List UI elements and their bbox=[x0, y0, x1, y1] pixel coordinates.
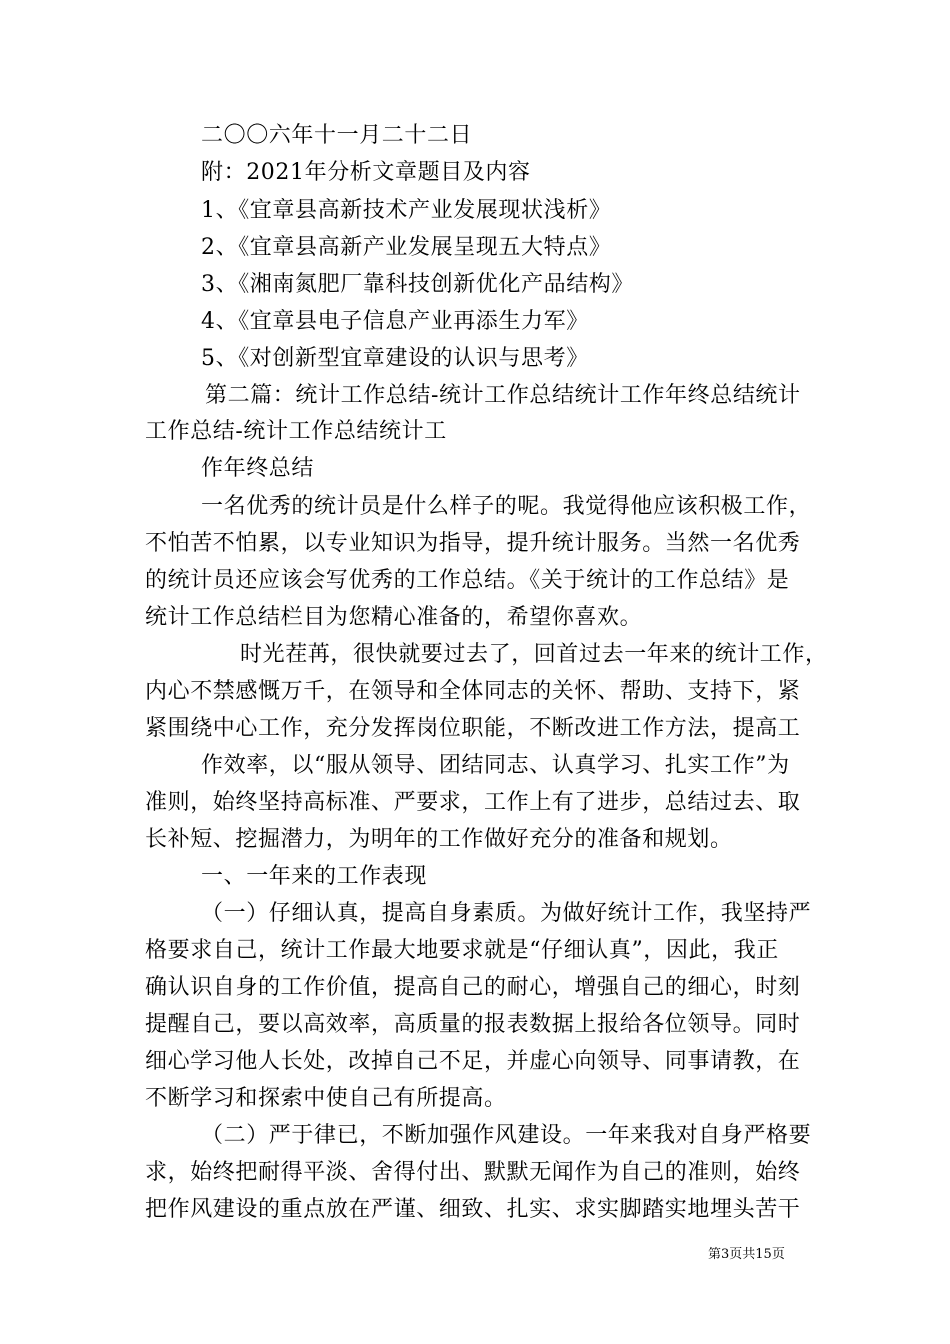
section-heading-line-2: 工作总结-统计工作总结统计工 bbox=[145, 419, 447, 444]
paragraph-line: 的统计员还应该会写优秀的工作总结。《关于统计的工作总结》是 bbox=[145, 568, 790, 593]
paragraph-line: 确认识自身的工作价值，提高自己的耐心，增强自己的细心，时刻 bbox=[145, 975, 801, 1000]
paragraph-line: 求，始终把耐得平淡、舍得付出、默默无闻作为自己的准则，始终 bbox=[145, 1160, 801, 1185]
section-heading-line-3: 作年终总结 bbox=[201, 456, 315, 481]
paragraph-line: 细心学习他人长处，改掉自己不足，并虚心向领导、同事请教，在 bbox=[145, 1049, 801, 1074]
paragraph-line: 内心不禁感慨万千，在领导和全体同志的关怀、帮助、支持下，紧 bbox=[145, 679, 801, 704]
article-title-5: 5、《对创新型宜章建设的认识与思考》 bbox=[201, 346, 589, 371]
date-line: 二〇〇六年十一月二十二日 bbox=[201, 123, 473, 148]
article-title-1: 1、《宜章县高新技术产业发展现状浅析》 bbox=[201, 198, 612, 223]
subsection-heading: 一、一年来的工作表现 bbox=[201, 864, 428, 889]
paragraph-line: （二）严于律已，不断加强作风建设。一年来我对自身严格要 bbox=[201, 1123, 812, 1148]
paragraph-line: 把作风建设的重点放在严谨、细致、扎实、求实脚踏实地埋头苦干 bbox=[145, 1197, 801, 1222]
page-number: 第3页共15页 bbox=[708, 1247, 785, 1262]
paragraph-line: 时光茬苒，很快就要过去了，回首过去一年来的统计工作， bbox=[240, 642, 828, 667]
appendix-heading: 附：2021年分析文章题目及内容 bbox=[201, 160, 531, 185]
paragraph-line: 作效率，以“服从领导、团结同志、认真学习、扎实工作”为 bbox=[201, 753, 790, 778]
paragraph-line: 紧围绕中心工作，充分发挥岗位职能，不断改进工作方法，提高工 bbox=[145, 716, 801, 741]
paragraph-line: 格要求自己，统计工作最大地要求就是“仔细认真”，因此，我正 bbox=[145, 938, 779, 963]
article-title-4: 4、《宜章县电子信息产业再添生力军》 bbox=[201, 309, 589, 334]
paragraph-line: 不怕苦不怕累，以专业知识为指导，提升统计服务。当然一名优秀 bbox=[145, 531, 801, 556]
paragraph-line: 不断学习和探索中使自己有所提高。 bbox=[145, 1086, 507, 1111]
paragraph-line: 提醒自己，要以高效率，高质量的报表数据上报给各位领导。同时 bbox=[145, 1012, 801, 1037]
paragraph-line: 准则，始终坚持高标准、严要求，工作上有了进步，总结过去、取 bbox=[145, 790, 801, 815]
paragraph-line: （一）仔细认真，提高自身素质。为做好统计工作，我坚持严 bbox=[201, 901, 812, 926]
article-title-2: 2、《宜章县高新产业发展呈现五大特点》 bbox=[201, 235, 612, 260]
paragraph-line: 一名优秀的统计员是什么样子的呢。我觉得他应该积极工作， bbox=[201, 494, 812, 519]
article-title-3: 3、《湘南氮肥厂靠科技创新优化产品结构》 bbox=[201, 272, 634, 297]
section-heading-line-1: 第二篇：统计工作总结-统计工作总结统计工作年终总结统计 bbox=[205, 383, 801, 408]
paragraph-line: 长补短、挖掘潜力，为明年的工作做好充分的准备和规划。 bbox=[145, 827, 733, 852]
paragraph-line: 统计工作总结栏目为您精心准备的，希望你喜欢。 bbox=[145, 605, 643, 630]
